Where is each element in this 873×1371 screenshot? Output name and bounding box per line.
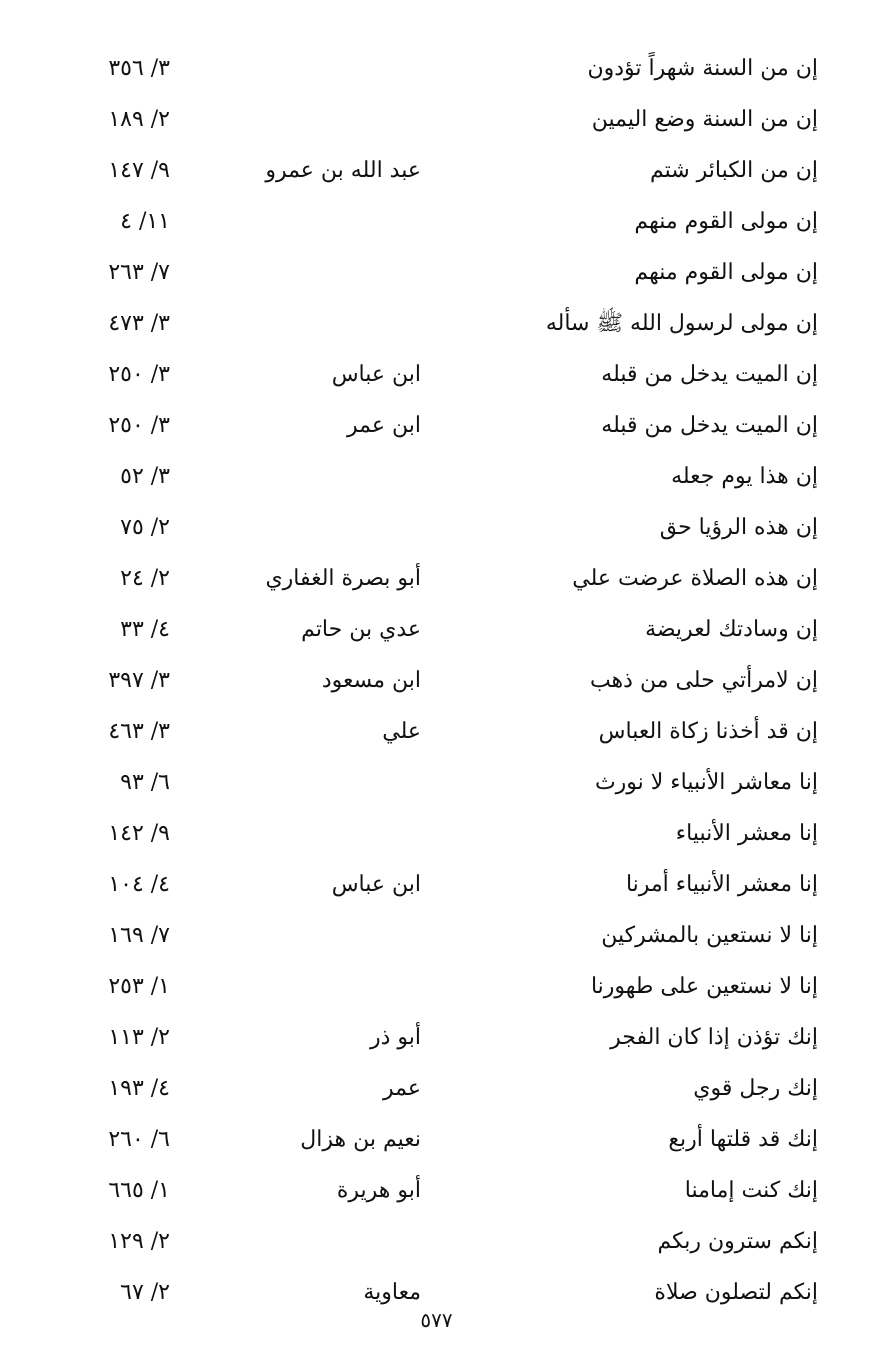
index-row bbox=[0, 1066, 873, 1117]
index-row bbox=[0, 658, 873, 709]
index-row bbox=[0, 505, 873, 556]
index-row bbox=[0, 913, 873, 964]
volume-page-reference: ٤/ ١٠٤ bbox=[108, 872, 170, 897]
hadith-text: إنك تؤذن إذا كان الفجر bbox=[610, 1025, 818, 1050]
hadith-text: إنكم سترون ربكم bbox=[657, 1229, 818, 1254]
hadith-text: إن من السنة شهراً تؤدون bbox=[587, 56, 818, 81]
index-row bbox=[0, 403, 873, 454]
index-row bbox=[0, 556, 873, 607]
index-row bbox=[0, 709, 873, 760]
hadith-text: إن الميت يدخل من قبله bbox=[601, 362, 818, 387]
hadith-text: إن قد أخذنا زكاة العباس bbox=[598, 719, 818, 744]
hadith-text: إنك رجل قوي bbox=[693, 1076, 818, 1101]
index-row bbox=[0, 607, 873, 658]
hadith-text: إن مولى القوم منهم bbox=[634, 209, 818, 234]
volume-page-reference: ٢/ ١٨٩ bbox=[108, 107, 170, 132]
index-row bbox=[0, 352, 873, 403]
hadith-text: إن لامرأتي حلى من ذهب bbox=[589, 668, 818, 693]
narrator: معاوية bbox=[363, 1280, 421, 1305]
index-row bbox=[0, 811, 873, 862]
volume-page-reference: ٣/ ٥٢ bbox=[120, 464, 170, 489]
narrator: علي bbox=[382, 719, 421, 744]
index-row bbox=[0, 454, 873, 505]
volume-page-reference: ٤/ ٣٣ bbox=[120, 617, 170, 642]
page-number: ٥٧٧ bbox=[420, 1308, 453, 1332]
volume-page-reference: ٧/ ١٦٩ bbox=[108, 923, 170, 948]
hadith-text: إن هذه الرؤيا حق bbox=[659, 515, 818, 540]
narrator: أبو بصرة الغفاري bbox=[265, 566, 421, 591]
narrator: ابن مسعود bbox=[321, 668, 421, 693]
hadith-text: إنا لا نستعين بالمشركين bbox=[601, 923, 818, 948]
hadith-text: إن الميت يدخل من قبله bbox=[601, 413, 818, 438]
hadith-text: إن مولى لرسول الله ﷺ سأله bbox=[545, 311, 818, 336]
volume-page-reference: ٦/ ٩٣ bbox=[120, 770, 170, 795]
volume-page-reference: ٧/ ٢٦٣ bbox=[108, 260, 170, 285]
volume-page-reference: ٣/ ٤٧٣ bbox=[108, 311, 170, 336]
hadith-text: إن هذا يوم جعله bbox=[671, 464, 818, 489]
narrator: ابن عمر bbox=[347, 413, 421, 438]
index-row bbox=[0, 250, 873, 301]
index-row bbox=[0, 301, 873, 352]
volume-page-reference: ١/ ٦٦٥ bbox=[108, 1178, 170, 1203]
volume-page-reference: ٣/ ٢٥٠ bbox=[108, 362, 170, 387]
narrator: أبو هريرة bbox=[336, 1178, 421, 1203]
volume-page-reference: ٣/ ٣٥٦ bbox=[108, 56, 170, 81]
narrator: نعيم بن هزال bbox=[300, 1127, 421, 1152]
index-row bbox=[0, 760, 873, 811]
narrator: عدي بن حاتم bbox=[301, 617, 421, 642]
index-row bbox=[0, 862, 873, 913]
index-row bbox=[0, 1219, 873, 1270]
narrator: عبد الله بن عمرو bbox=[265, 158, 421, 183]
index-row bbox=[0, 1117, 873, 1168]
volume-page-reference: ٩/ ١٤٢ bbox=[108, 821, 170, 846]
volume-page-reference: ٤/ ١٩٣ bbox=[108, 1076, 170, 1101]
hadith-text: إن من الكبائر شتم bbox=[649, 158, 818, 183]
volume-page-reference: ٢/ ١٢٩ bbox=[108, 1229, 170, 1254]
volume-page-reference: ٢/ ٧٥ bbox=[120, 515, 170, 540]
hadith-text: إن هذه الصلاة عرضت علي bbox=[572, 566, 818, 591]
narrator: أبو ذر bbox=[369, 1025, 421, 1050]
index-row bbox=[0, 964, 873, 1015]
volume-page-reference: ٢/ ٦٧ bbox=[120, 1280, 170, 1305]
volume-page-reference: ٣/ ٤٦٣ bbox=[108, 719, 170, 744]
index-row bbox=[0, 199, 873, 250]
volume-page-reference: ١/ ٢٥٣ bbox=[108, 974, 170, 999]
hadith-text: إن وسادتك لعريضة bbox=[645, 617, 818, 642]
volume-page-reference: ٣/ ٣٩٧ bbox=[108, 668, 170, 693]
index-row bbox=[0, 148, 873, 199]
volume-page-reference: ٢/ ٢٤ bbox=[120, 566, 170, 591]
hadith-text: إنك كنت إمامنا bbox=[684, 1178, 818, 1203]
index-row bbox=[0, 46, 873, 97]
hadith-text: إنا معشر الأنبياء أمرنا bbox=[625, 872, 818, 897]
narrator: ابن عباس bbox=[331, 362, 421, 387]
narrator: عمر bbox=[383, 1076, 421, 1101]
narrator: ابن عباس bbox=[331, 872, 421, 897]
volume-page-reference: ١١/ ٤ bbox=[120, 209, 170, 234]
volume-page-reference: ٢/ ١١٣ bbox=[108, 1025, 170, 1050]
volume-page-reference: ٣/ ٢٥٠ bbox=[108, 413, 170, 438]
hadith-text: إنا معاشر الأنبياء لا نورث bbox=[594, 770, 818, 795]
index-row bbox=[0, 1015, 873, 1066]
hadith-text: إن من السنة وضع اليمين bbox=[591, 107, 818, 132]
index-row bbox=[0, 1168, 873, 1219]
hadith-text: إن مولى القوم منهم bbox=[634, 260, 818, 285]
volume-page-reference: ٦/ ٢٦٠ bbox=[108, 1127, 170, 1152]
hadith-index-list bbox=[0, 46, 873, 1321]
volume-page-reference: ٩/ ١٤٧ bbox=[108, 158, 170, 183]
hadith-text: إنا معشر الأنبياء bbox=[675, 821, 818, 846]
index-row bbox=[0, 97, 873, 148]
hadith-text: إنا لا نستعين على طهورنا bbox=[590, 974, 818, 999]
hadith-text: إنكم لتصلون صلاة bbox=[654, 1280, 818, 1305]
hadith-text: إنك قد قلتها أربع bbox=[668, 1127, 818, 1152]
